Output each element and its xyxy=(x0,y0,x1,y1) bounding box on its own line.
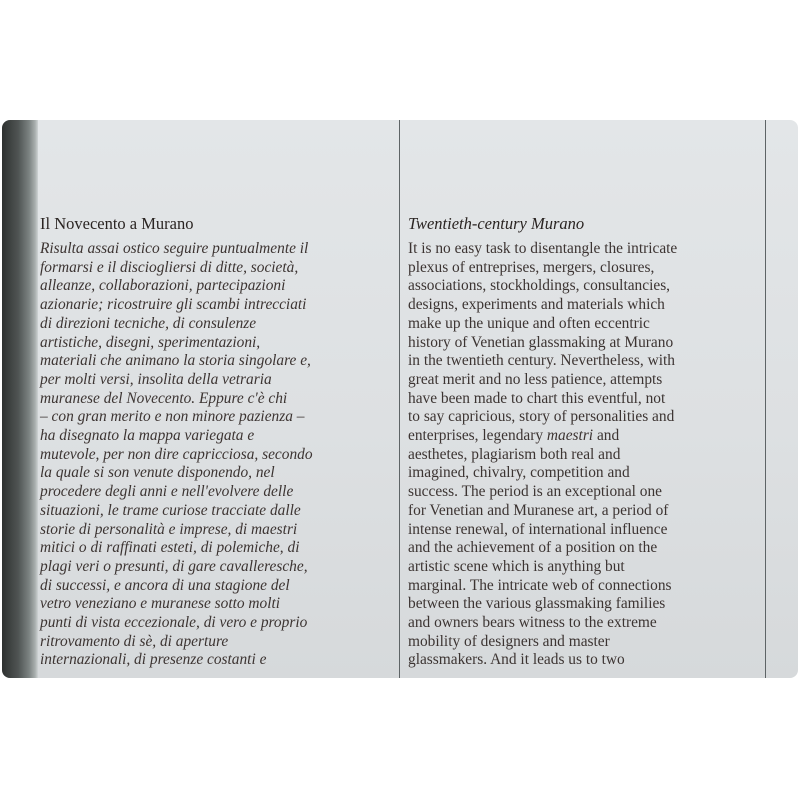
text-line: glassmakers. And it leads us to two xyxy=(408,651,625,669)
english-heading: Twentieth-century Murano xyxy=(408,214,585,233)
text-line: situazioni, le trame curiose tracciate dalle xyxy=(40,501,301,519)
text-line: – con gran merito e non minore pazienza – xyxy=(40,408,305,426)
text-line: per molti versi, insolita della vetraria xyxy=(40,370,272,388)
text-line: materiali che animano la storia singolare e, xyxy=(40,352,311,370)
text-line: artistic scene which is anything but xyxy=(408,557,625,575)
text-line: history of Venetian glassmaking at Murano xyxy=(408,333,674,351)
italic-word: maestri xyxy=(546,427,594,445)
italian-heading: Il Novecento a Murano xyxy=(40,214,194,233)
text-line: intense renewal, of international influence xyxy=(408,520,668,538)
text-line: great merit and no less patience, attempts xyxy=(408,370,663,388)
right-margin-rule xyxy=(765,120,766,678)
column-divider xyxy=(399,120,400,678)
book-spine xyxy=(2,120,38,678)
text-line: imagined, chivalry, competition and xyxy=(408,464,630,482)
text-line: azionarie; ricostruire gli scambi intrecciati xyxy=(40,296,307,314)
text-line: Risulta assai ostico seguire puntualmente il xyxy=(40,240,309,257)
text-fragment: and xyxy=(596,427,620,445)
text-line: plagi veri o presunti, di gare cavalleresche, xyxy=(40,557,308,575)
text-fragment: enterprises, legendary xyxy=(408,427,544,445)
english-column xyxy=(408,214,760,670)
text-line: in the twentieth century. Nevertheless, with xyxy=(408,352,675,370)
text-line: have been made to chart this eventful, not xyxy=(408,389,666,407)
text-line: di successi, e ancora di una stagione del xyxy=(40,576,290,594)
text-line: make up the unique and often eccentric xyxy=(408,314,650,332)
text-line: la quale si son venute disponendo, nel xyxy=(40,464,275,482)
text-line: and the achievement of a position on the xyxy=(408,539,658,557)
text-line: internazionali, di presenze costanti e xyxy=(40,651,267,669)
text-line: ha disegnato la mappa variegata e xyxy=(40,427,255,445)
text-line: success. The period is an exceptional one xyxy=(408,483,663,501)
text-line: mobility of designers and master xyxy=(408,632,610,650)
text-line: di direzioni tecniche, di consulenze xyxy=(40,314,257,332)
italian-column xyxy=(40,214,392,670)
text-line: vetro veneziano e muranese sotto molti xyxy=(40,595,281,613)
text-line: muranese del Novecento. Eppure c'è chi xyxy=(40,389,288,407)
text-line: mitici o di raffinati esteti, di polemiche, di xyxy=(40,539,300,557)
text-line: plexus of entreprises, mergers, closures, xyxy=(408,258,655,276)
text-line: marginal. The intricate web of connections xyxy=(408,576,672,594)
text-line: formarsi e il disciogliersi di ditte, società, xyxy=(40,258,299,276)
text-line: alleanze, collaborazioni, partecipazioni xyxy=(40,277,286,295)
text-line: punti di vista eccezionale, di vero e proprio xyxy=(40,614,308,632)
text-line: to say capricious, story of personalities and xyxy=(408,408,675,426)
text-line: associations, stockholdings, consultancies, xyxy=(408,277,671,295)
text-line: ritrovamento di sè, di aperture xyxy=(40,632,229,650)
text-line: for Venetian and Muranese art, a period of xyxy=(408,501,669,519)
text-line xyxy=(408,427,760,446)
text-line: artistiche, disegni, sperimentazioni, xyxy=(40,333,261,351)
text-line: mutevole, per non dire capricciosa, secondo xyxy=(40,445,313,463)
text-line: aesthetes, plagiarism both real and xyxy=(408,445,621,463)
text-line: storie di personalità e imprese, di maestri xyxy=(40,520,298,538)
text-line: between the various glassmaking families xyxy=(408,595,666,613)
text-line: It is no easy task to disentangle the intricate xyxy=(408,240,678,257)
text-line: procedere degli anni e nell'evolvere delle xyxy=(40,483,294,501)
text-line: and owners bears witness to the extreme xyxy=(408,614,657,632)
book-page-photo xyxy=(2,120,798,678)
text-line: designs, experiments and materials which xyxy=(408,296,665,314)
